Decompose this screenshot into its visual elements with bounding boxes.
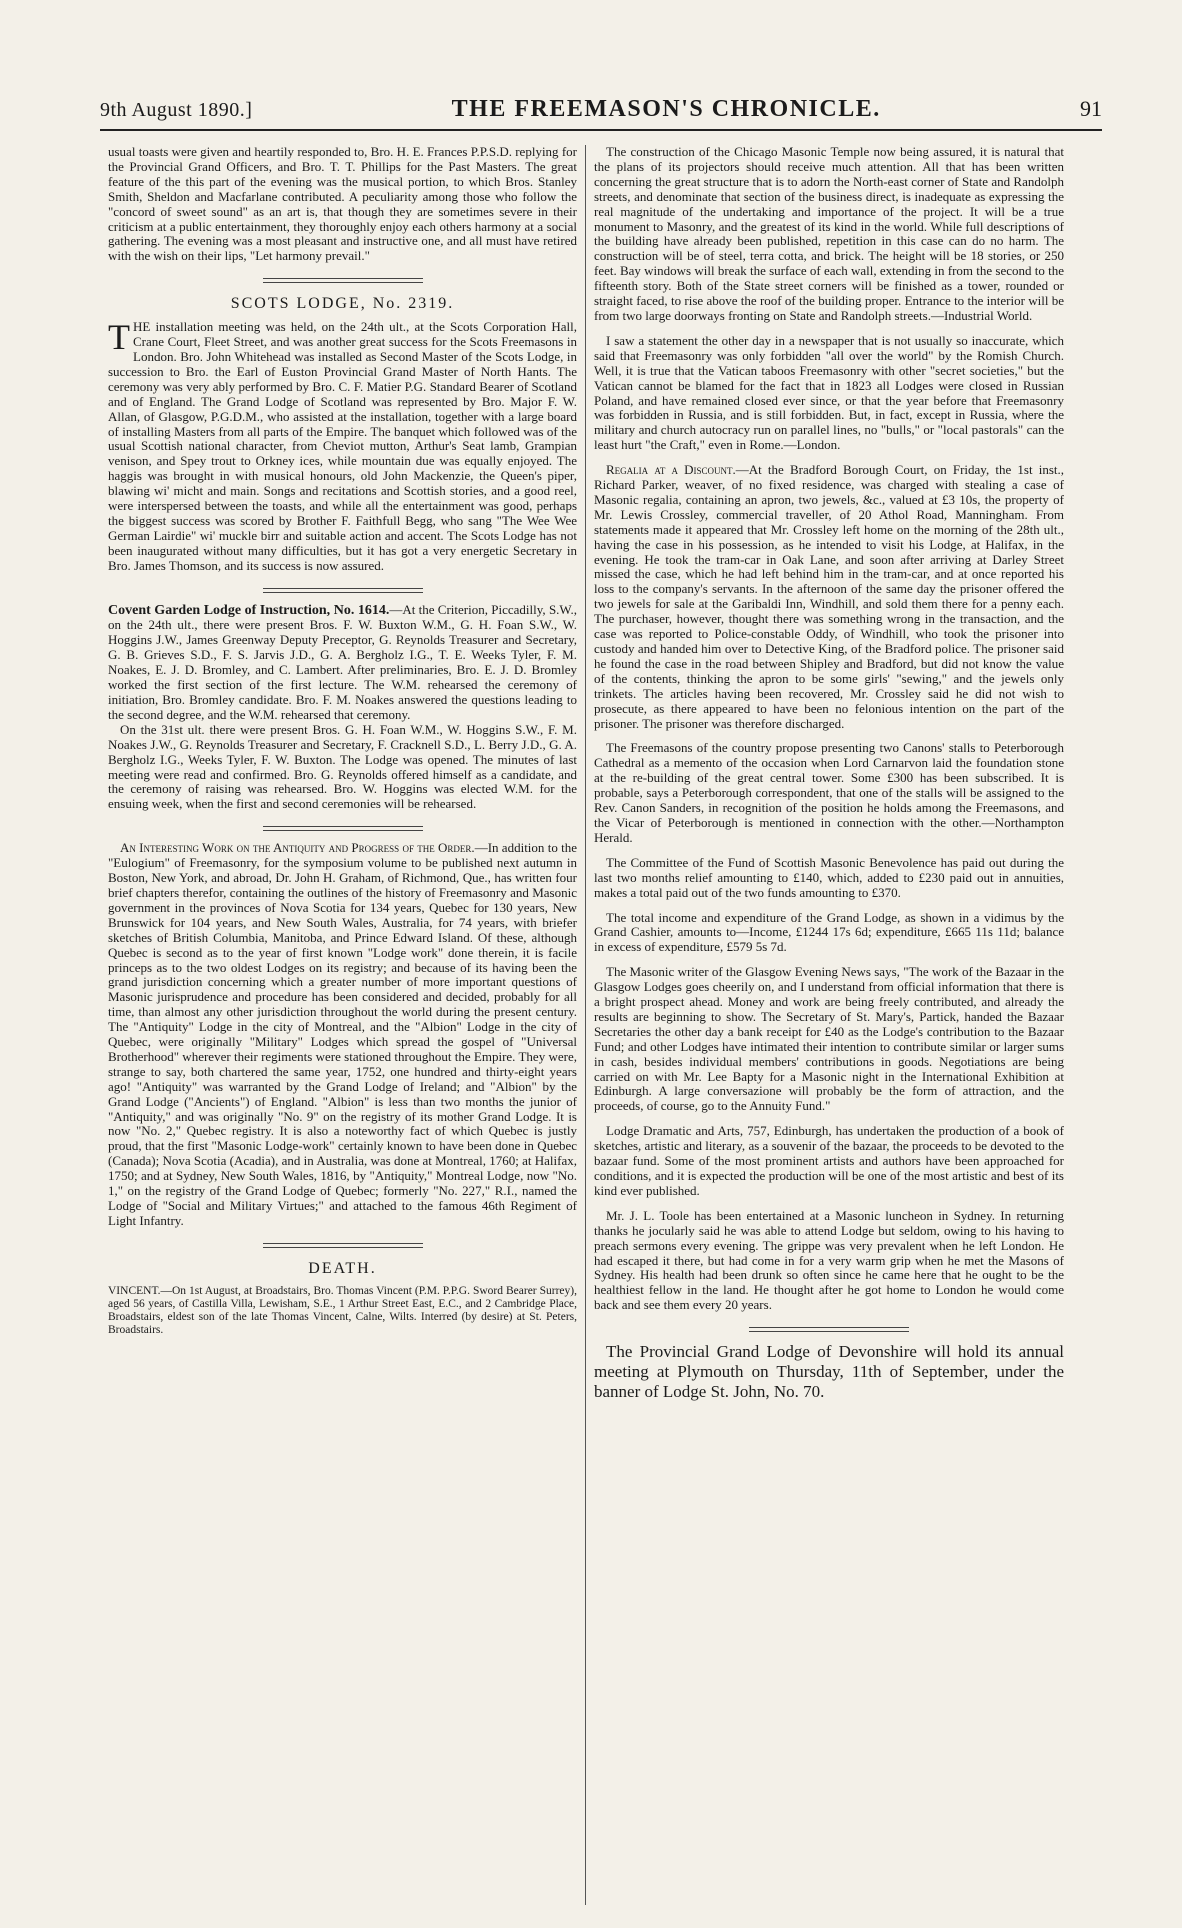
devonshire-paragraph: The Provincial Grand Lodge of Devonshire will hold its annual meeting at Plymouth on Thursday, 11th of September, under the banner of Lodge St. John, No. 70. <box>594 1342 1064 1402</box>
scots-lodge-heading: SCOTS LODGE, No. 2319. <box>230 295 455 313</box>
section-rule <box>263 588 423 593</box>
interesting-work-text: —In addition to the "Eulogium" of Freemasonry, for the symposium volume to be published next autumn in Boston, New York, and abroad, Dr. John H. Graham, of Richmond, Que., has written four brief chapters therefor, containing the outlines of the history of Freemasonry and Masonic government in the provinces of Nova Scotia for 134 years, Quebec for 130 years, New Brunswick for 104 years, and New South Wales, Australia, for 74 years, with briefer sketches of British Columbia, Manitoba, and Prince Edward Island. Of these, although Quebec is second as to the year of first known "Lodge work" done therein, it is facile princeps as to the two oldest Lodges on its registry; and because of its having been the grand jurisdiction concerning which a greater number of more important questions of Masonic jurisprudence and procedure has been considered and decided, probably for all time, than almost any other jurisdiction throughout the world during the present century. The "Antiquity" Lodge in the city of Montreal, and the "Albion" Lodge in the city of Quebec, were originally "Military" Lodges which spread the gospel of "Universal Brotherhood" wherever their regiments were stationed throughout the Empire. They were, strange to say, both chartered the same year, 1752, one hundred and thirty-eight years ago! "Antiquity" was warranted by the Grand Lodge of Ireland; and "Albion" by the Grand Lodge ("Ancients") of England. "Albion" is less than two months the junior of "Antiquity," and was originally "No. 9" on the registry of its mother Grand Lodge. It is now "No. 2," Quebec registry. It is also a noteworthy fact of which Quebec is justly proud, that the first "Masonic Lodge-work" certainly known to have been done in Quebec (Canada); Nova Scotia (Acadia), and in Australia, was done at Montreal, 1760; at Halifax, 1750; and at Sydney, New South Wales, 1816, by "Antiquity," Montreal Lodge, now "No. 1," on the registry of the Grand Lodge of Quebec; formerly "No. 227," R.I., named the Lodge of "Social and Military Virtues;" and attached to the famous 46th Regiment of Light Infantry. <box>108 840 577 1228</box>
dramatic-arts-paragraph: Lodge Dramatic and Arts, 757, Edinburgh, has undertaken the production of a book of sketches, artistic and literary, as a souvenir of the bazaar, the proceeds to be devoted to the bazaar fund. Some of the most prominent artists and authors have been approached for conditions, and it is expected the production will be one of the most artistic and best of its kind ever published. <box>594 1123 1064 1198</box>
section-rule <box>749 1327 909 1332</box>
drop-cap: T <box>108 317 130 358</box>
section-rule <box>263 278 423 283</box>
issue-date: 9th August 1890.] <box>100 99 253 121</box>
section-rule <box>263 1243 423 1248</box>
bazaar-paragraph: The Masonic writer of the Glasgow Evening News says, "The work of the Bazaar in the Glasgow Lodges goes cheerily on, and I understand from official information that there is a bright prospect ahead. Money and work are being freely contributed, and already the results are beginning to show. The Secretary of St. Mary's, Partick, handed the Bazaar Secretaries the other day a bank receipt for £40 as the Lodge's contribution to the Bazaar Fund; and other Lodges have intimated their intention to contribute similar or larger sums in cash, besides individual members' contributions in goods. Negotiations are being carried on with Mr. Lee Bapty for a Masonic night in the International Exhibition at Edinburgh. A large conversazione will probably be the form of attraction, and the proceeds, of course, go to the Annuity Fund." <box>594 964 1064 1114</box>
toole-paragraph: Mr. J. L. Toole has been entertained at a Masonic luncheon in Sydney. In returning thanks he jocularly said he was able to attend Lodge but seldom, owing to his having to preach sermons every evening. The grippe was very prevalent when he left London. He had escaped it there, but had come in for a very warm grip when he met the Masons of Sydney. His health had been drunk so often since he came here that he ought to be the healthiest fellow in the land. He thought after he got home to London he would come back and see them every 20 years. <box>594 1207 1064 1313</box>
interesting-work-paragraph <box>108 841 577 1229</box>
death-heading: DEATH. <box>308 1259 377 1277</box>
scots-lodge-paragraph <box>108 317 577 573</box>
chicago-temple-paragraph: The construction of the Chicago Masonic Temple now being assured, it is natural that the plans of its projectors should receive much attention. All that has been written concerning the great structure that is to adorn the North-east corner of State and Randolph streets, and denominate that section of the business direct, is inadequate as expressing the real magnitude of the undertaking and importance of the project. It will be a true monument to Masonry, and the greatest of its kind in the world. While full descriptions of the building have already been published, repetition in this case can do no harm. The construction will be of steel, terra cotta, and brick. The height will be 18 stories, or 250 feet. Bay windows will break the surface of each wall, extending in from the second to the fifteenth story. Both of the State street corners will be finished as a tower, rounded or straight faced, to rise above the roof of the building proper. Entrance to the interior will be from two large doorways fronting on State and Randolph streets.—Industrial World. <box>594 145 1065 323</box>
peterborough-paragraph: The Freemasons of the country propose presenting two Canons' stalls to Peterborough Cathedral as a memento of the occasion when Lord Carnarvon laid the foundation stone at the re-building of the great central tower. Some £300 has been subscribed. It is probable, says a Peterborough correspondent, that one of the stalls will be assigned to the Rev. Canon Sanders, in recognition of the position he holds among the Freemasons, and the Vicar of Peterborough is mentioned in connection with the other.—Northampton Herald. <box>594 740 1064 845</box>
romish-church-paragraph: I saw a statement the other day in a newspaper that is not usually so inaccurate, which said that Freemasonry was only forbidden "all over the world" by the Romish Church. Well, it is true that the Vatican taboos Freemasonry with other "secret societies," but the Vatican cannot be blamed for the fact that in 1823 all Lodges were closed in Russian Poland, and have remained closed ever since, or that the year before that Freemasonry was forbidden in Russia, and is still forbidden. But, in fact, except in Russia, where the military and church autocracy run on parallel lines, no "bulls," or "local pastorals" can the least hurt "the Craft," even in Rome.—London. <box>594 332 1064 453</box>
right-column <box>586 145 1072 1905</box>
benevolence-paragraph: The Committee of the Fund of Scottish Masonic Benevolence has paid out during the last two months relief amounting to £140, which, added to £230 paid out in annuities, makes a total paid out of the two funds amounting to £370. <box>594 854 1064 900</box>
interesting-work-heading: An Interesting Work on the Antiquity and Progress of the Order. <box>120 840 475 856</box>
covent-garden-heading: Covent Garden Lodge of Instruction, No. 1614. <box>108 602 390 618</box>
income-paragraph: The total income and expenditure of the Grand Lodge, as shown in a vidimus by the Grand Cashier, amounts to—Income, £1244 17s 6d; expenditure, £665 11s 11d; balance in excess of expenditure, £579 5s 7d. <box>594 909 1064 955</box>
regalia-heading: Regalia at a Discount. <box>606 462 736 478</box>
section-rule <box>263 826 423 831</box>
death-notice: VINCENT.—On 1st August, at Broadstairs, Bro. Thomas Vincent (P.M. P.P.G. Sword Bearer Surrey), aged 56 years, of Castilla Villa, Lewisham, S.E., 1 Arthur Street East, E.C., and 2 Cambridge Place, Broadstairs, eldest son of the late Thomas Vincent, Calne, Wilts. Interred (by desire) at St. Peters, Broadstairs. <box>108 1284 577 1336</box>
toasts-paragraph: usual toasts were given and heartily responded to, Bro. H. E. Frances P.P.S.D. replying for the Provincial Grand Officers, and Bro. T. T. Phillips for the Past Masters. The great feature of the this part of the evening was the musical portion, to which Bros. Stanley Smith, Sheldon and Macfarlane contributed. A peculiarity among those who follow the "concord of sweet sound" as an art is, that though they are sometimes severe in their criticism at a public entertainment, they thoroughly enjoy each others harmony at a social gathering. The evening was a most pleasant and instructive one, and all must have retired with the wish on their lips, "Let harmony prevail." <box>108 145 577 264</box>
covent-garden-text: —At the Criterion, Piccadilly, S.W., on the 24th ult., there were present Bros. F. W. Buxton W.M., G. H. Foan S.W., W. Hoggins J.W., James Greenway Deputy Preceptor, G. Reynolds Treasurer and Secretary, G. B. Grieves S.D., F. S. Jarvis J.D., G. A. Bergholz I.G., T. E. Weeks Tyler, F. M. Noakes, E. J. D. Bromley, and C. Lambert. After preliminaries, Bro. E. J. D. Bromley worked the first section of the first lecture. The W.M. rehearsed the ceremony of initiation, Bro. Bromley candidate. Bro. F. M. Noakes answered the questions leading to the second degree, and the W.M. rehearsed that ceremony. <box>108 601 577 722</box>
covent-garden-paragraph <box>108 603 577 723</box>
scots-lodge-text: HE installation meeting was held, on the 24th ult., at the Scots Corporation Hall, Crane Court, Fleet Street, and was another great success for the Scots Freemasons in London. Bro. John Whitehead was installed as Second Master of the Scots Lodge, in succession to Bro. the Earl of Euston Provincial Grand Master of North Hants. The ceremony was very ably performed by Bro. C. F. Matier P.G. Standard Bearer of Scotland and of England. The Grand Lodge of Scotland was represented by Bro. Major F. W. Allan, of Glasgow, P.G.D.M., who assisted at the installation, together with a large board of installing Masters from all parts of the Empire. The banquet which followed was of the usual Scottish national character, from Cheviot mutton, Arthur's Seat lamb, Grampian venison, and Spey trout to Orkney ices, while mountain due was equally enjoyed. The haggis was brought in with musical honours, old John Mackenzie, the Queen's piper, blawing wi' micht and main. Songs and recitations and Scottish stories, and a good reel, were interspersed between the toasts, and while all the entertainment was good, perhaps the biggest success was scored by Brother F. Faithfull Begg, who sang "The Wee Wee German Lairdie" wi' muckle birr and suitable action and accent. The Scots Lodge has not been inaugurated without many difficulties, but it has got a very energetic Secretary in Bro. James Thomson, and its success is now assured. <box>108 319 577 573</box>
publication-title: THE FREEMASON'S CHRONICLE. <box>451 96 881 122</box>
page-number: 91 <box>1080 96 1102 121</box>
regalia-paragraph <box>594 463 1064 731</box>
left-column <box>100 145 586 1905</box>
masthead <box>100 96 1102 131</box>
regalia-text: —At the Bradford Borough Court, on Friday, the 1st inst., Richard Parker, weaver, of no fixed residence, was charged with stealing a case of Masonic regalia, containing an apron, two jewels, &c., valued at £3 10s, the property of Mr. Lewis Crossley, commercial traveller, of 20 Athol Road, Manningham. From statements made it appeared that Mr. Crossley left home on the morning of the 28th ult., having the case in his possession, as he intended to visit his Lodge, at Halifax, in the evening. He took the tram-car in Oak Lane, and soon after arriving at Darley Street missed the case, which he had left behind him in the tram-car, and at once reported his loss to the company's servants. In the afternoon of the same day the prisoner offered the two jewels for sale at the Garibaldi Inn, Windhill, and sold them there for a penny each. The purchaser, however, thought there was something wrong in the transaction, and the case was reported to Police-constable Oddy, of Windhill, who took the prisoner into custody and handed him over to Detective King, of the Bradford police. The prisoner said he found the case in the road between Shipley and Bradford, but did not know the value of the contents, thinking the apron to be some girls' "sewing," and the jewels only trinkets. The articles having been recovered, Mr. Crossley said he did not wish to prosecute, as there appeared to have been no felonious intention on the part of the prisoner. The prisoner was therefore discharged. <box>594 462 1064 731</box>
columns <box>100 145 1102 1905</box>
covent-garden-paragraph-2: On the 31st ult. there were present Bros. G. H. Foan W.M., W. Hoggins S.W., F. M. Noakes J.W., G. Reynolds Treasurer and Secretary, F. Cracknell S.D., L. Berry J.D., G. A. Bergholz I.G., Weeks Tyler, F. W. Buxton. The Lodge was opened. The minutes of last meeting were read and confirmed. Bro. G. Reynolds offered himself as a candidate, and the ceremony of raising was rehearsed. Bro. W. Hoggins was elected W.M. for the ensuing week, when the first and second ceremonies will be rehearsed. <box>108 721 577 812</box>
